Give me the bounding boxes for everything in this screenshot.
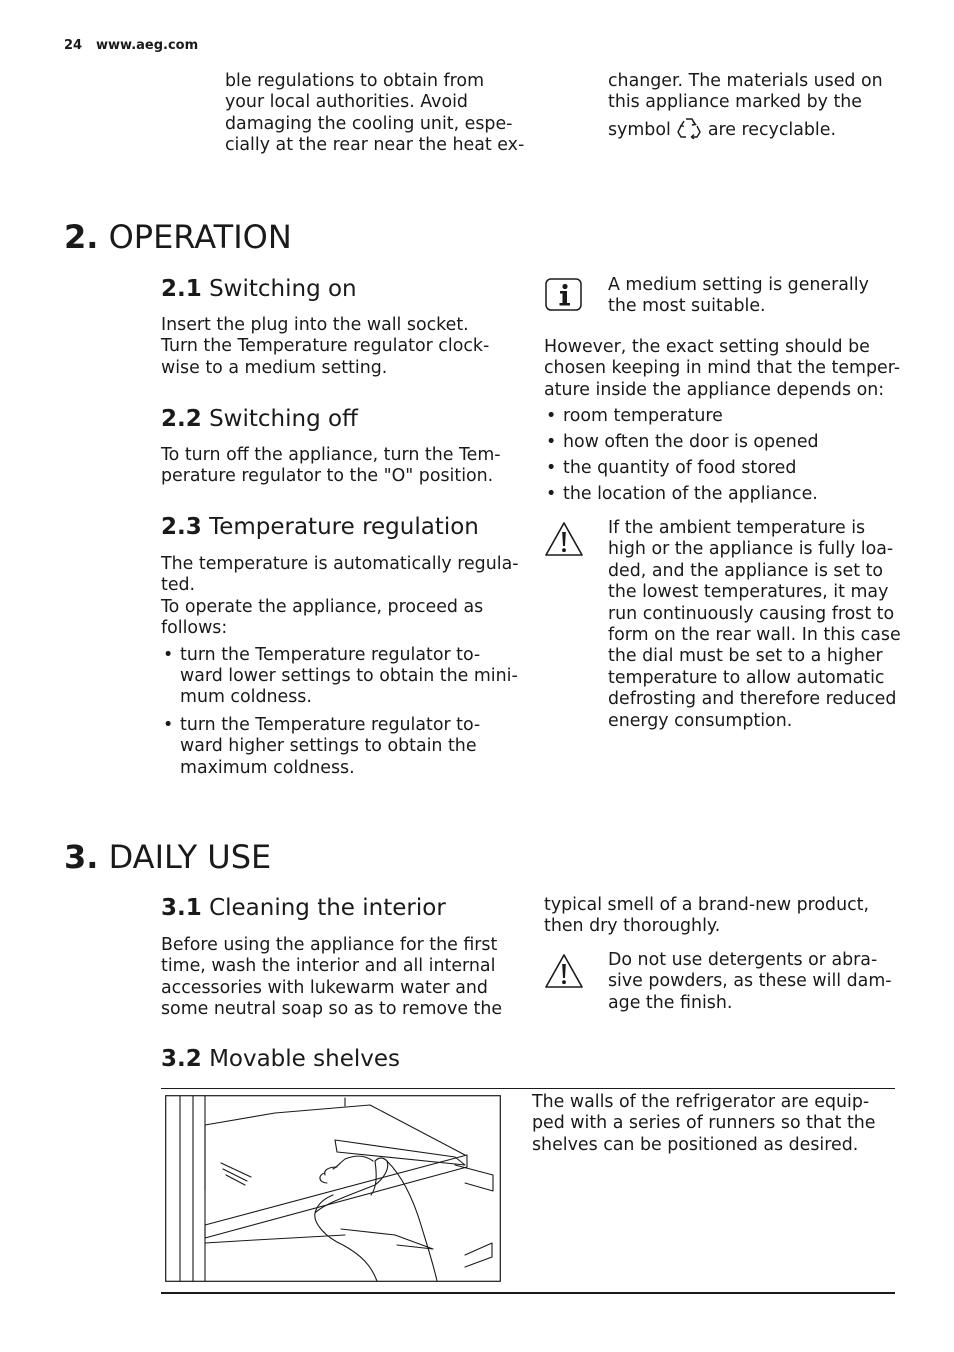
text-line: maximum coldness. bbox=[180, 757, 355, 778]
text-line: your local authorities. Avoid bbox=[225, 92, 468, 113]
text-line: typical smell of a brand-new product, bbox=[544, 895, 869, 915]
text-line: However, the exact setting should be bbox=[544, 337, 870, 357]
movable-shelves-text bbox=[532, 1092, 892, 1156]
list-item bbox=[161, 645, 521, 709]
text-line: wise to a medium setting. bbox=[161, 357, 388, 378]
text-line: sive powders, as these will dam- bbox=[608, 971, 892, 992]
setting-text bbox=[544, 337, 904, 506]
text-line: age the finish. bbox=[608, 992, 733, 1013]
text-line: mum coldness. bbox=[180, 687, 312, 708]
text-line: damaging the cooling unit, espe- bbox=[225, 113, 513, 134]
section-number: 2. bbox=[64, 218, 99, 256]
section-heading-operation bbox=[64, 219, 292, 255]
text-line: energy consumption. bbox=[608, 710, 793, 731]
subsection-heading-switching-off bbox=[161, 405, 358, 433]
switching-off-text bbox=[161, 445, 521, 488]
text-line: ble regulations to obtain from bbox=[225, 71, 485, 91]
intro-left-text bbox=[225, 71, 525, 157]
text-line: ward higher settings to obtain the bbox=[180, 736, 477, 757]
text-line: Before using the appliance for the first bbox=[161, 935, 498, 955]
cleaning-interior-text bbox=[161, 935, 521, 1021]
warning-note-detergents bbox=[608, 950, 908, 1014]
info-note bbox=[608, 275, 908, 318]
text-line: • turn the Temperature regulator to- bbox=[180, 644, 481, 665]
text-line: the lowest temperatures, it may bbox=[608, 582, 889, 603]
text-fragment: symbol bbox=[608, 119, 671, 140]
subsection-number: 3.2 bbox=[161, 1046, 202, 1072]
temperature-regulation-text bbox=[161, 554, 521, 779]
text-line: The temperature is automatically regula- bbox=[161, 554, 519, 574]
section-title: DAILY USE bbox=[108, 838, 272, 876]
text-line: changer. The materials used on bbox=[608, 71, 883, 91]
section-title: OPERATION bbox=[108, 218, 292, 256]
section-number: 3. bbox=[64, 838, 99, 876]
list-item bbox=[544, 484, 904, 505]
recycle-icon bbox=[677, 117, 701, 139]
text-line: • turn the Temperature regulator to- bbox=[180, 714, 481, 735]
text-fragment: are recyclable. bbox=[707, 119, 836, 140]
text-line: the quantity of food stored bbox=[563, 458, 797, 479]
text-line: perature regulator to the "O" position. bbox=[161, 466, 494, 487]
text-line: Insert the plug into the wall socket. bbox=[161, 315, 469, 335]
subsection-heading-temperature-regulation bbox=[161, 513, 479, 541]
section-heading-daily-use bbox=[64, 839, 271, 875]
text-line: ward lower settings to obtain the mini- bbox=[180, 666, 518, 687]
subsection-heading-movable-shelves bbox=[161, 1045, 400, 1073]
list-item bbox=[544, 458, 904, 479]
subsection-title: Cleaning the interior bbox=[209, 895, 446, 921]
text-line: the dial must be set to a higher bbox=[608, 646, 883, 667]
page-number: 24 bbox=[64, 38, 83, 53]
subsection-title: Temperature regulation bbox=[209, 514, 479, 540]
text-line: how often the door is opened bbox=[563, 432, 819, 453]
header-url: www.aeg.com bbox=[96, 38, 199, 53]
shelf-illustration bbox=[165, 1095, 501, 1282]
text-line: Turn the Temperature regulator clock- bbox=[161, 336, 490, 357]
text-line: To turn off the appliance, turn the Tem- bbox=[161, 445, 501, 465]
text-line: Do not use detergents or abra- bbox=[608, 950, 878, 970]
text-line: To operate the appliance, proceed as bbox=[161, 596, 484, 617]
text-line: then dry thoroughly. bbox=[544, 916, 721, 937]
text-line: A medium setting is generally bbox=[608, 275, 869, 295]
list-item bbox=[544, 406, 904, 427]
text-line: ature inside the appliance depends on: bbox=[544, 379, 885, 400]
text-line: accessories with lukewarm water and bbox=[161, 977, 488, 998]
text-line bbox=[608, 117, 908, 141]
list-item bbox=[544, 432, 904, 453]
subsection-number: 2.3 bbox=[161, 514, 202, 540]
subsection-title: Switching off bbox=[209, 406, 358, 432]
subsection-title: Switching on bbox=[209, 276, 357, 302]
text-line: temperature to allow automatic bbox=[608, 667, 885, 688]
table-bottom-rule bbox=[161, 1292, 895, 1294]
text-line: chosen keeping in mind that the temper- bbox=[544, 358, 901, 379]
list-item bbox=[161, 715, 521, 779]
info-icon bbox=[545, 278, 583, 312]
warning-icon bbox=[544, 953, 584, 989]
switching-on-text bbox=[161, 315, 521, 379]
text-line: form on the rear wall. In this case bbox=[608, 625, 901, 646]
table-top-rule bbox=[161, 1088, 895, 1089]
text-line: ded, and the appliance is set to bbox=[608, 560, 883, 581]
text-line: follows: bbox=[161, 618, 228, 639]
text-line: The walls of the refrigerator are equip- bbox=[532, 1092, 870, 1112]
subsection-number: 2.2 bbox=[161, 406, 202, 432]
subsection-number: 2.1 bbox=[161, 276, 202, 302]
subsection-heading-cleaning-interior bbox=[161, 894, 446, 922]
text-line: defrosting and therefore reduced bbox=[608, 689, 897, 710]
text-line: some neutral soap so as to remove the bbox=[161, 999, 503, 1020]
text-line: cially at the rear near the heat ex- bbox=[225, 135, 525, 156]
subsection-title: Movable shelves bbox=[209, 1046, 400, 1072]
text-line: high or the appliance is fully loa- bbox=[608, 539, 894, 560]
text-line: the location of the appliance. bbox=[563, 484, 818, 505]
cleaning-interior-continued bbox=[544, 895, 904, 938]
text-line: shelves can be positioned as desired. bbox=[532, 1134, 859, 1155]
text-line: ped with a series of runners so that the bbox=[532, 1113, 876, 1134]
subsection-heading-switching-on bbox=[161, 275, 357, 303]
intro-right-text bbox=[608, 71, 908, 141]
warning-icon bbox=[544, 521, 584, 557]
text-line: room temperature bbox=[563, 406, 723, 427]
text-line: time, wash the interior and all internal bbox=[161, 956, 496, 977]
text-line: the most suitable. bbox=[608, 296, 766, 317]
text-line: If the ambient temperature is bbox=[608, 518, 866, 538]
warning-note-temperature bbox=[608, 518, 908, 732]
text-line: ted. bbox=[161, 575, 196, 596]
regulation-steps-list bbox=[161, 645, 521, 779]
text-line: run continuously causing frost to bbox=[608, 603, 895, 624]
temperature-factors-list bbox=[544, 406, 904, 505]
subsection-number: 3.1 bbox=[161, 895, 202, 921]
text-line: this appliance marked by the bbox=[608, 92, 862, 113]
